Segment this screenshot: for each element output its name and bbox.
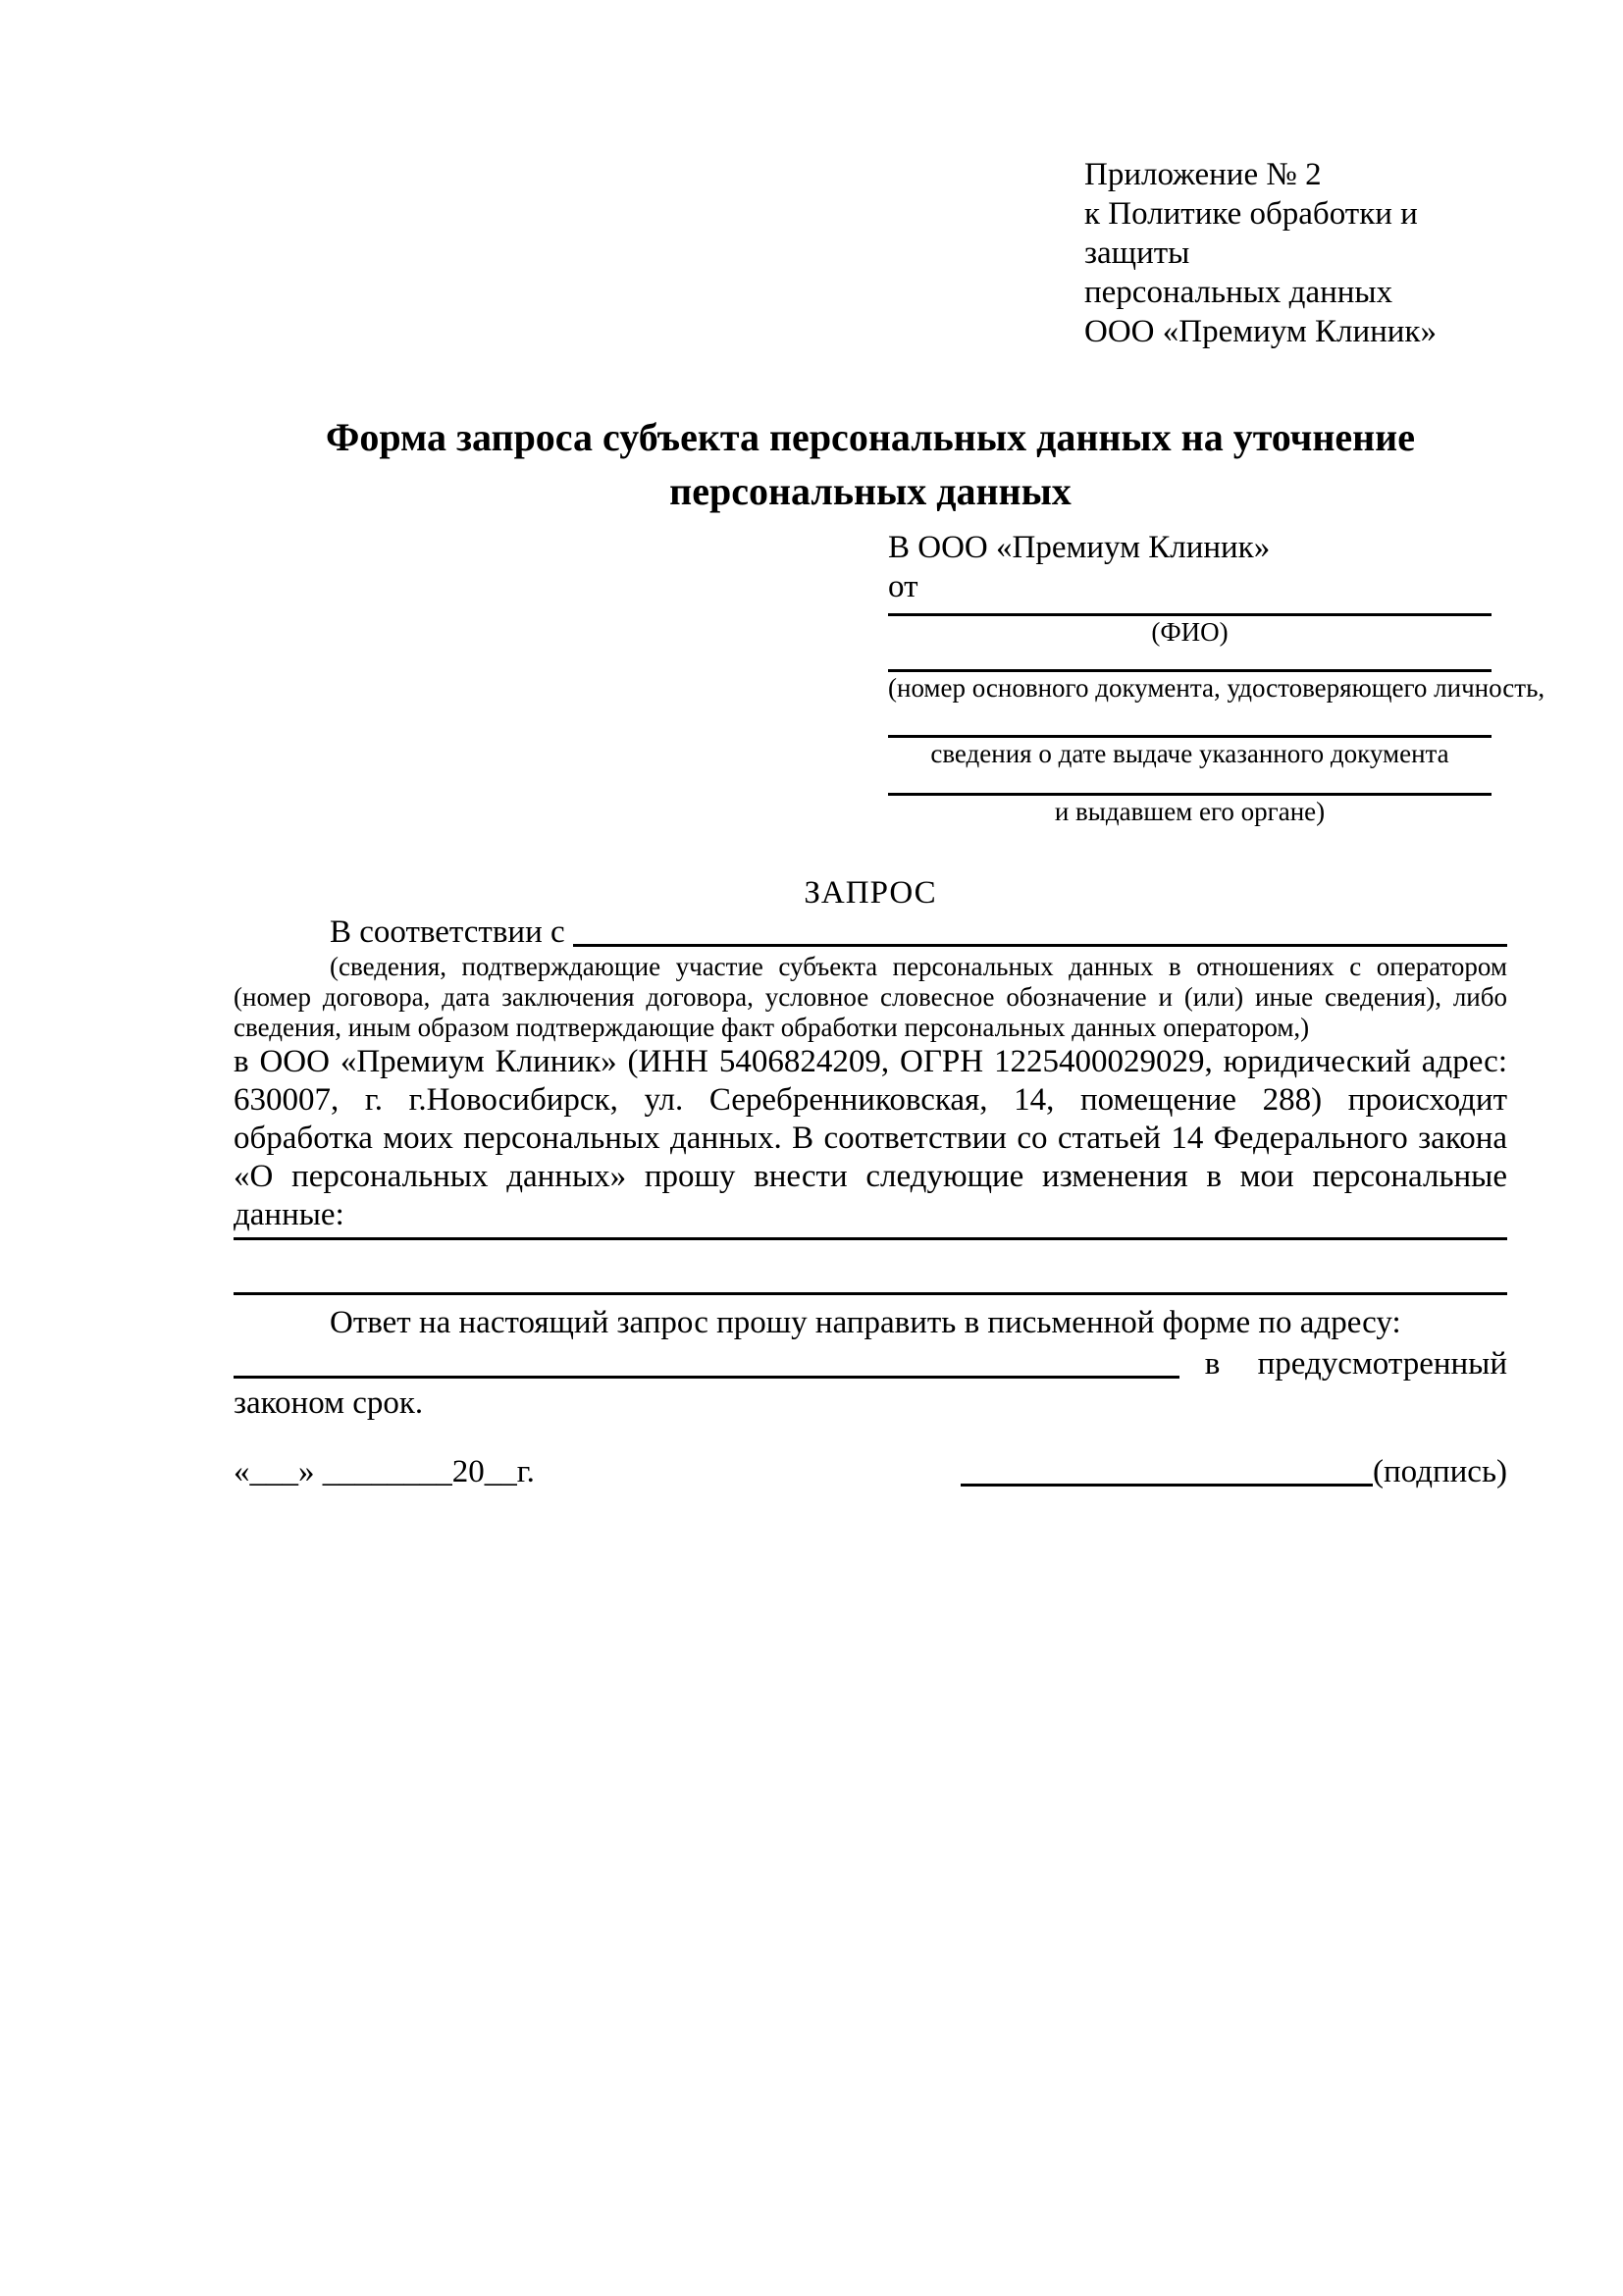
fio-caption: (ФИО) bbox=[1151, 617, 1229, 647]
issuing-authority-caption: и выдавшем его органе) bbox=[1054, 797, 1326, 826]
appendix-header-line: ООО «Премиум Клиник» bbox=[1084, 314, 1437, 349]
issue-date-blank-line[interactable] bbox=[888, 704, 1492, 738]
signature-group bbox=[961, 1452, 1507, 1491]
reply-paragraph-line2 bbox=[234, 1342, 1507, 1383]
appendix-header-line: персональных данных bbox=[1084, 275, 1393, 310]
issuing-authority-blank-line[interactable] bbox=[888, 770, 1492, 796]
intro-label: В соответствии с bbox=[330, 914, 565, 950]
document-number-caption: (номер основного документа, удостоверяющего личность, bbox=[888, 673, 1545, 703]
document-title: Форма запроса субъекта персональных данных на уточнение персональных данных bbox=[326, 415, 1415, 513]
addressee-block bbox=[888, 528, 1545, 828]
appendix-header-line: Приложение № 2 bbox=[1084, 157, 1322, 192]
address-blank-line[interactable] bbox=[234, 1376, 1179, 1379]
reply-paragraph-line1: Ответ на настоящий запрос прошу направить в письменной форме по адресу: bbox=[330, 1305, 1401, 1340]
basis-blank-line[interactable] bbox=[573, 944, 1507, 947]
addressee-to: В ООО «Премиум Клиник» bbox=[888, 530, 1271, 565]
changes-blank-line-2[interactable] bbox=[234, 1240, 1507, 1295]
body-paragraph: в ООО «Премиум Клиник» (ИНН 5406824209, ОГРН 1225400029029, юридический адрес: 630007, г. г.Новосибирск, ул. Серебренниковская, 14, помещение 288) происходит обработка моих персональных данных. В соответствии со статьей 14 Федерального закона «О персональных данных» прошу внести следующие изменения в мои персональные данные: bbox=[234, 1044, 1507, 1232]
footnote-text: (сведения, подтверждающие участие субъекта персональных данных в отношениях с оператором (номер договора, дата заключения договора, условное словесное обозначение и (или) иные сведения), либо сведения, иным образом подтверждающие факт обработки персональных данных оператором,) bbox=[234, 952, 1507, 1042]
addressee-from: от bbox=[888, 569, 918, 604]
appendix-header-line: к Политике обработки и защиты bbox=[1084, 196, 1418, 271]
request-heading: ЗАПРОС bbox=[804, 875, 937, 911]
signature-caption: (подпись) bbox=[1373, 1454, 1507, 1489]
date-signature-row bbox=[234, 1452, 1507, 1491]
document-number-blank-line[interactable] bbox=[888, 649, 1492, 672]
reply-paragraph-line3: законом срок. bbox=[234, 1385, 424, 1421]
issue-date-caption: сведения о дате выдаче указанного документа bbox=[930, 739, 1449, 768]
fio-blank-line[interactable] bbox=[888, 606, 1492, 616]
signature-blank-line[interactable] bbox=[961, 1484, 1373, 1487]
reply-suffix: в предусмотренный bbox=[1204, 1346, 1507, 1382]
appendix-header bbox=[1084, 155, 1507, 351]
date-blank[interactable]: «___» ________20__г. bbox=[234, 1454, 535, 1489]
intro-row bbox=[234, 913, 1507, 952]
